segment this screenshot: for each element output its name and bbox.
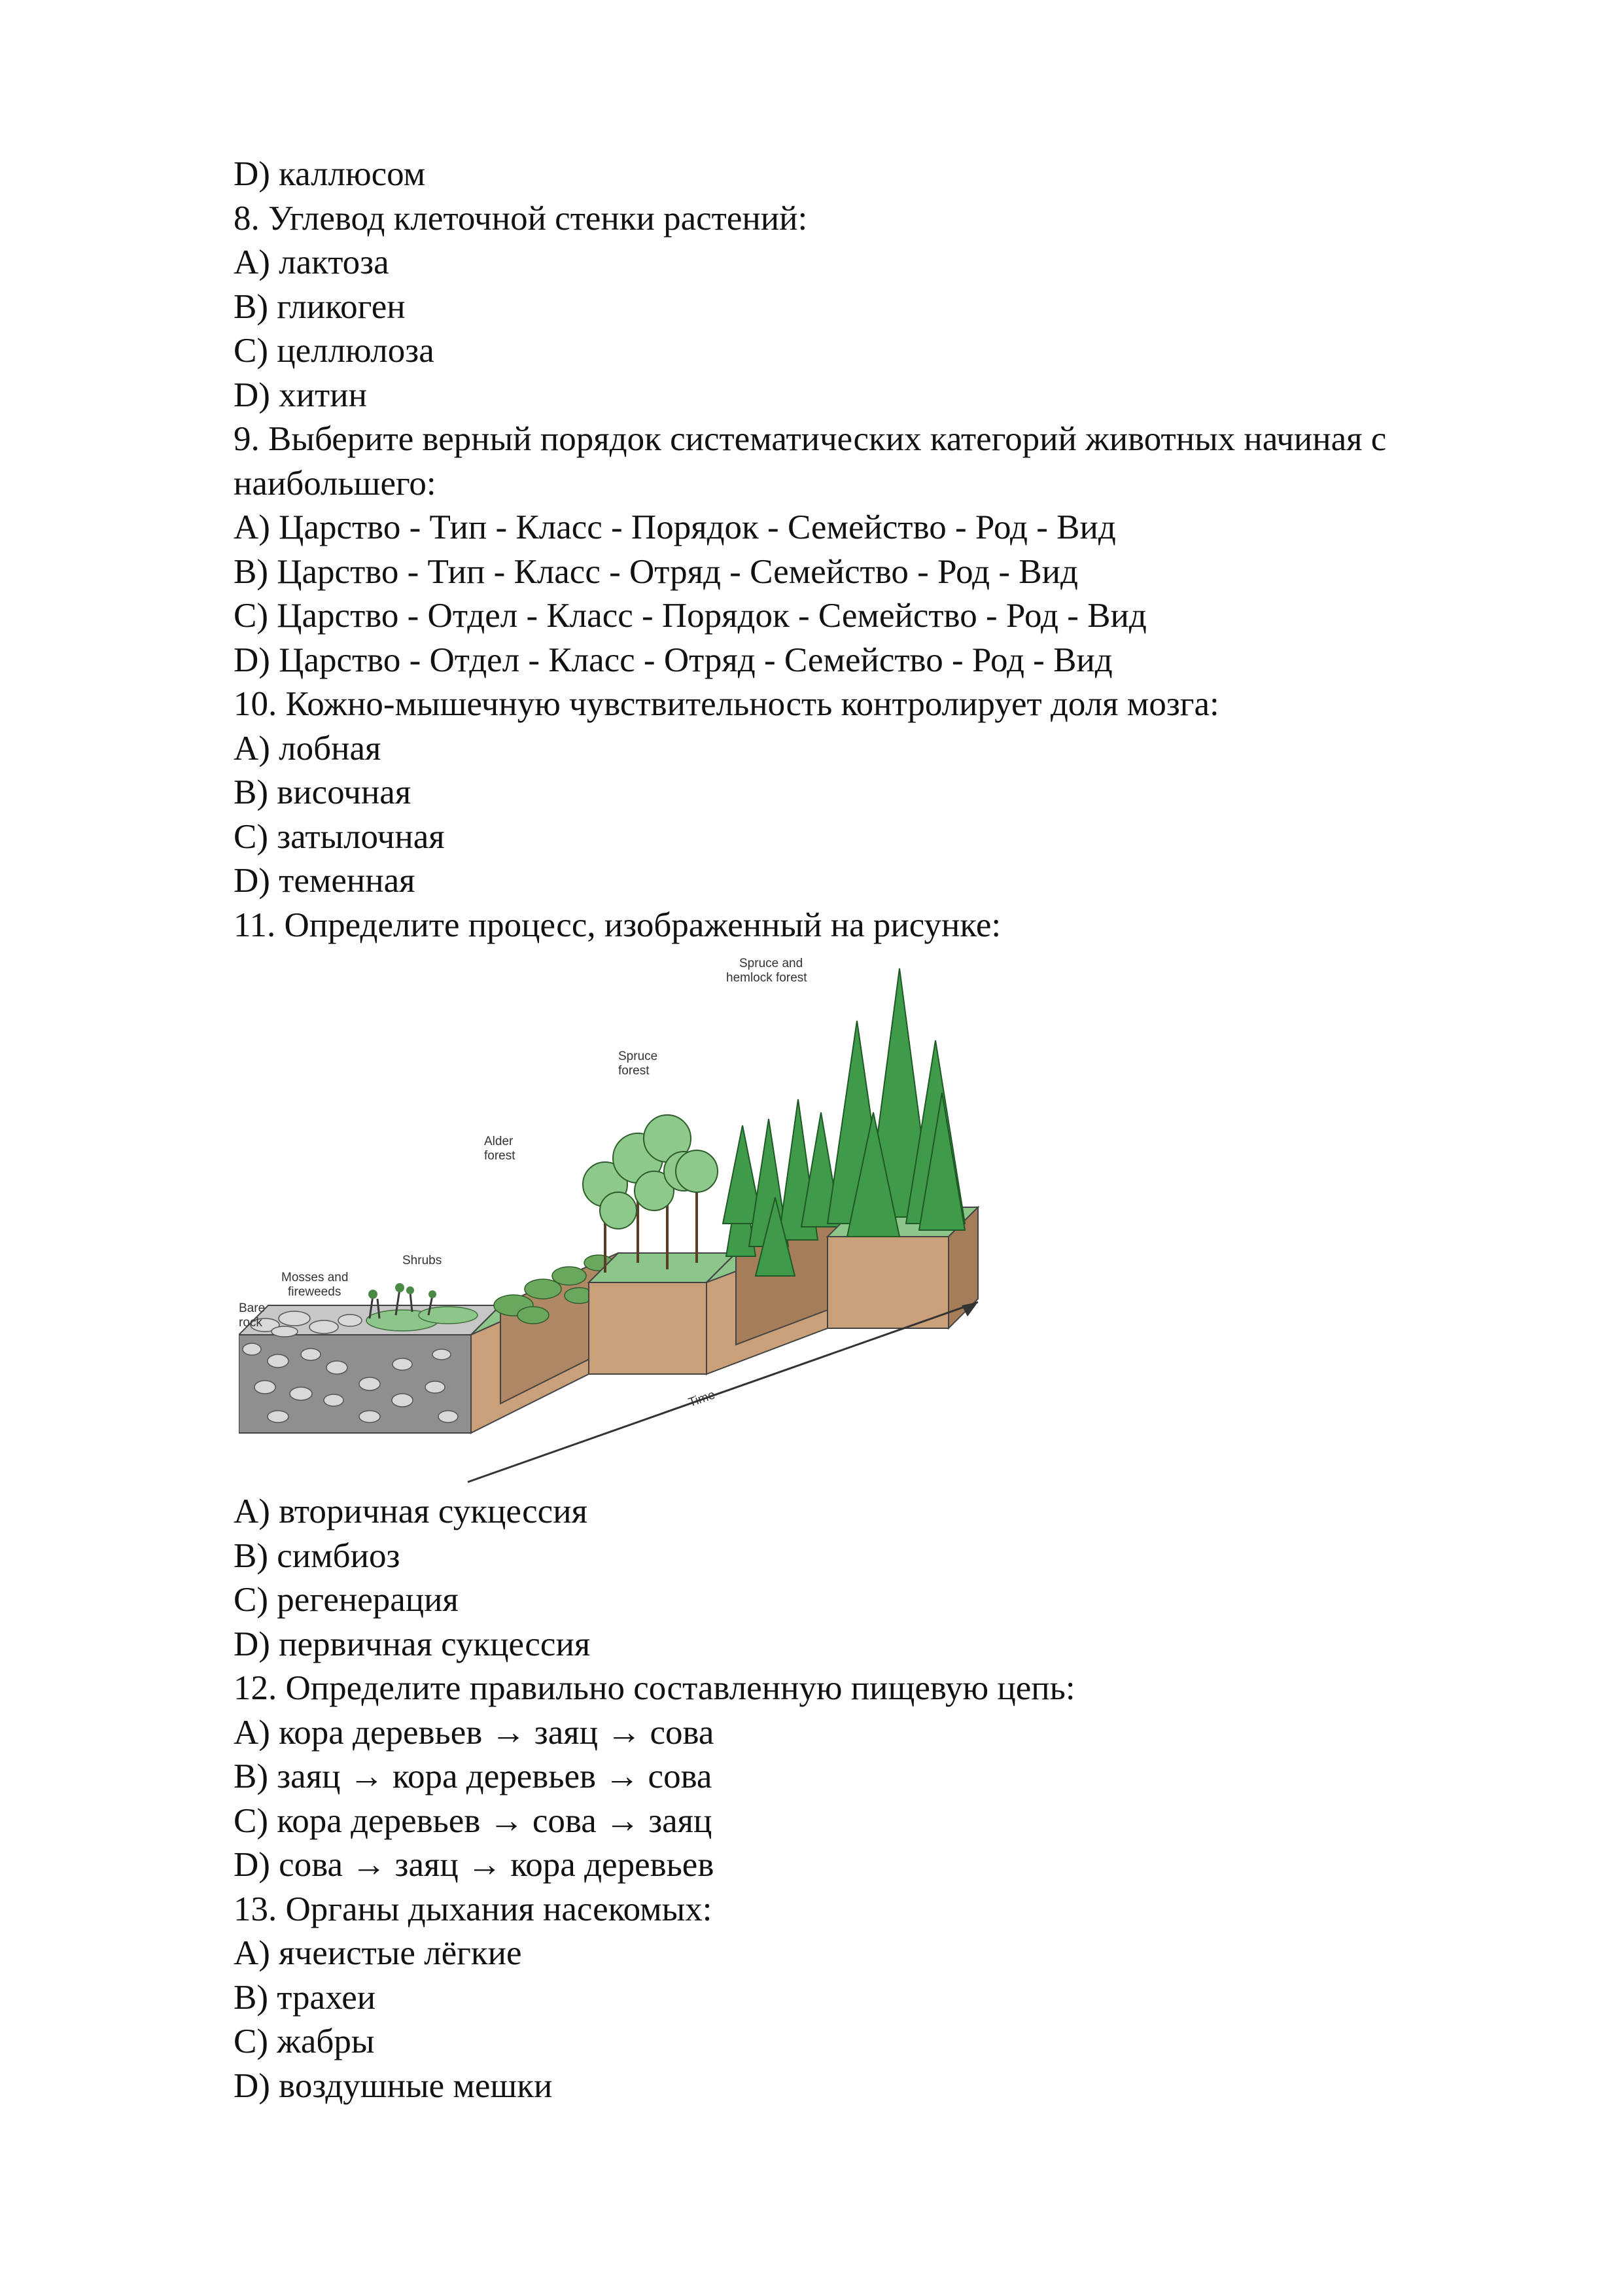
svg-text:Alder: Alder bbox=[484, 1135, 514, 1148]
q11-option-c: C) регенерация bbox=[234, 1581, 459, 1619]
svg-text:rock: rock bbox=[239, 1316, 262, 1330]
q13-option-c: C) жабры bbox=[234, 2022, 375, 2060]
svg-text:Bare: Bare bbox=[239, 1301, 266, 1315]
svg-text:Time: Time bbox=[686, 1388, 717, 1410]
q12-option-a: A) кора деревьев → заяц → сова bbox=[234, 1713, 714, 1752]
q10-option-b: B) височная bbox=[234, 773, 411, 811]
q13-option-b: B) трахеи bbox=[234, 1978, 376, 2017]
q9-option-d: D) Царство - Отдел - Класс - Отряд - Семейство - Род - Вид bbox=[234, 641, 1113, 679]
svg-text:Mosses and: Mosses and bbox=[281, 1271, 349, 1284]
succession-diagram bbox=[239, 949, 991, 1489]
q9-question: 9. Выберите верный порядок систематических категорий животных начиная с наибольшего: bbox=[234, 420, 1387, 503]
q10-option-d: D) теменная bbox=[234, 862, 415, 900]
q8-option-c: C) целлюлоза bbox=[234, 332, 434, 370]
q9-option-b: B) Царство - Тип - Класс - Отряд - Семейство - Род - Вид bbox=[234, 552, 1078, 591]
q8-option-d: D) хитин bbox=[234, 376, 367, 414]
q10-option-c: C) затылочная bbox=[234, 817, 445, 856]
q12-option-d: D) сова → заяц → кора деревьев bbox=[234, 1846, 714, 1884]
q12-option-b: B) заяц → кора деревьев → сова bbox=[234, 1757, 712, 1795]
q9-option-a: A) Царство - Тип - Класс - Порядок - Семейство - Род - Вид bbox=[234, 508, 1116, 546]
q11-option-d: D) первичная сукцессия bbox=[234, 1625, 591, 1663]
q9-option-c: C) Царство - Отдел - Класс - Порядок - Семейство - Род - Вид bbox=[234, 597, 1147, 635]
q13-option-a: A) ячеистые лёгкие bbox=[234, 1934, 522, 1972]
bare-rock-block bbox=[239, 1283, 500, 1433]
q8-option-b: B) гликоген bbox=[234, 287, 406, 326]
q13-question: 13. Органы дыхания насекомых: bbox=[234, 1890, 712, 1928]
svg-text:forest: forest bbox=[618, 1064, 650, 1078]
succession-illustration bbox=[239, 949, 991, 1489]
svg-text:hemlock forest: hemlock forest bbox=[726, 971, 807, 985]
document-page bbox=[234, 152, 1548, 2108]
q11-option-a: A) вторичная сукцессия bbox=[234, 1492, 587, 1530]
q13-option-d: D) воздушные мешки bbox=[234, 2066, 553, 2105]
q11-question: 11. Определите процесс, изображенный на рисунке: bbox=[234, 906, 1002, 944]
q7-option-d: D) каллюсом bbox=[234, 155, 426, 193]
q8-option-a: A) лактоза bbox=[234, 243, 389, 281]
q8-question: 8. Углевод клеточной стенки растений: bbox=[234, 199, 808, 238]
svg-text:Spruce and: Spruce and bbox=[739, 957, 803, 970]
q11-option-b: B) симбиоз bbox=[234, 1536, 400, 1575]
q12-question: 12. Определите правильно составленную пищевую цепь: bbox=[234, 1669, 1075, 1707]
q10-question: 10. Кожно-мышечную чувствительность контролирует доля мозга: bbox=[234, 685, 1219, 723]
q12-option-c: C) кора деревьев → сова → заяц bbox=[234, 1801, 712, 1840]
q10-option-a: A) лобная bbox=[234, 729, 381, 768]
svg-text:Spruce: Spruce bbox=[618, 1050, 658, 1063]
svg-text:Shrubs: Shrubs bbox=[402, 1254, 442, 1267]
svg-text:fireweeds: fireweeds bbox=[288, 1285, 341, 1299]
svg-text:forest: forest bbox=[484, 1149, 515, 1163]
spruce-hemlock-block bbox=[828, 968, 978, 1328]
